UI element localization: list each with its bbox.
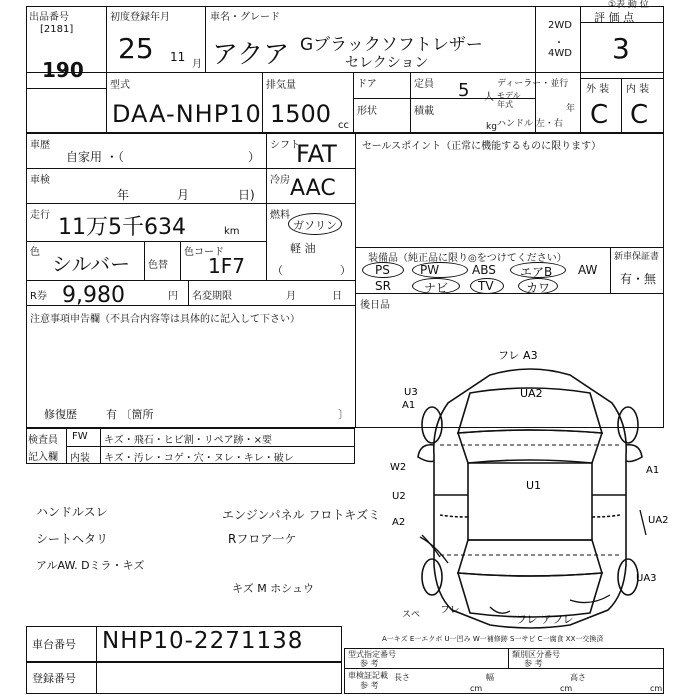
- mileage-unit: km: [224, 226, 240, 237]
- drive-4wd: 4WD: [548, 48, 572, 59]
- cc-unit: cc: [338, 120, 349, 131]
- lot-label: 出品番号: [29, 12, 69, 23]
- warranty-label: 新車保証書: [614, 252, 660, 262]
- model: DAA-NHP10: [112, 100, 262, 128]
- length-sub: 参 考: [360, 681, 379, 690]
- svg-text:U2: U2: [392, 491, 406, 502]
- length-label: 車検証記載: [348, 671, 388, 680]
- drive-2wd: 2WD: [548, 20, 572, 31]
- equip-pw: PW: [420, 263, 440, 277]
- color-code-label: 色コード: [184, 247, 224, 258]
- mileage-label: 走行: [30, 210, 50, 221]
- fuel-paren-open: （: [272, 264, 283, 277]
- handle-label: ハンドル 左・右: [497, 119, 563, 129]
- svg-text:UA2: UA2: [648, 515, 669, 526]
- equip-ps-circle: [362, 262, 404, 278]
- reg-year-label: 初度登録年月: [110, 12, 170, 23]
- int-grade: C: [630, 100, 649, 130]
- sales-point-label: セールスポイント（正常に機能するものに限ります）: [362, 141, 602, 152]
- equip-sr: SR: [375, 279, 391, 293]
- repair-close: 〕: [338, 408, 349, 421]
- equip-airbag-circle: [510, 262, 566, 278]
- designated-sub: 参 考: [360, 659, 379, 668]
- svg-text:U3: U3: [404, 387, 418, 398]
- damage-legend: A一キズ E一エクボ U一凹み W一補修跡 S一サビ C一腐食 XX一交換済: [382, 635, 604, 643]
- registration-label: 登録番号: [32, 672, 76, 685]
- inspection-month: 月: [177, 188, 190, 202]
- capacity: 5: [458, 80, 470, 101]
- inspector-fw-items: キズ・飛石・ヒビ割・リペア跡・×要: [104, 435, 272, 446]
- door-label: ドア: [357, 79, 377, 90]
- equip-ps: PS: [375, 263, 390, 277]
- inspector-label1: 検査員: [28, 435, 58, 446]
- lot-number: 190: [42, 58, 84, 82]
- warranty-value: 有・無: [620, 272, 657, 286]
- model-label: 型式: [110, 80, 130, 91]
- reg-month-unit: 月: [192, 59, 202, 70]
- equip-airbag: エアB: [520, 265, 553, 279]
- ac-value: AAC: [290, 176, 336, 201]
- capacity-label: 定員: [414, 79, 434, 90]
- equip-tv: TV: [478, 279, 494, 293]
- length-height: 高さ: [570, 673, 586, 682]
- category-label: 類別区分番号: [512, 650, 560, 659]
- inspector-label2: 記入欄: [28, 452, 58, 463]
- recycle-unit: 円: [168, 291, 178, 302]
- hw-note-4: エンジンパネル フロトキズミ: [222, 508, 381, 522]
- grade-line2: セレクション: [345, 55, 429, 71]
- name-limit-label: 名変期限: [192, 291, 232, 302]
- load-label: 積載: [414, 106, 434, 117]
- score: 3: [612, 32, 630, 65]
- repair-label: 修復歴: [44, 408, 77, 421]
- svg-text:フレ: フレ: [440, 605, 460, 616]
- svg-text:U1: U1: [526, 479, 542, 492]
- dealer-label: ディーラー・並行: [497, 79, 569, 89]
- fuel-diesel: 軽 油: [290, 242, 316, 255]
- color-code: 1F7: [208, 254, 245, 278]
- divider: [26, 72, 664, 73]
- grade-line1: Gブラックソフトレザー: [300, 35, 483, 55]
- hw-note-6: キズ M ホシュウ: [232, 582, 315, 595]
- svg-text:UA2: UA2: [520, 387, 543, 400]
- svg-text:A2: A2: [392, 517, 406, 528]
- car-name: アクア: [212, 40, 290, 70]
- chassis-label: 車台番号: [32, 638, 76, 651]
- length-len: 長さ: [394, 673, 410, 682]
- svg-text:W2: W2: [390, 462, 407, 473]
- category-sub: 参 考: [524, 659, 543, 668]
- equip-leather-circle: [518, 278, 558, 294]
- fuel-paren-close: ）: [340, 264, 351, 277]
- length-cm-2: cm: [560, 684, 573, 693]
- int-label: 内 装: [626, 84, 650, 95]
- chassis-number: NHP10-2271138: [102, 628, 304, 654]
- inspector-int-items: キズ・汚レ・コゲ・穴・ヌレ・キレ・破レ: [104, 453, 294, 464]
- length-cm-3: cm: [650, 684, 663, 693]
- hw-note-1: ハンドルスレ: [36, 505, 108, 519]
- fuel-label: 燃料: [270, 210, 290, 221]
- equip-pw-circle: [412, 262, 468, 278]
- inspection-year: 年: [117, 188, 130, 202]
- repair-value: 有 〔箇所: [106, 408, 154, 421]
- hw-note-5: Rフロア一ケ: [228, 532, 297, 546]
- length-cm-1: cm: [470, 684, 483, 693]
- equip-navi-circle: [412, 278, 460, 294]
- model-year-label: モデル年式: [497, 91, 521, 109]
- hw-note-2: シートヘタリ: [36, 532, 109, 546]
- cc-label: 排気量: [266, 80, 296, 91]
- fuel-gasoline: ガソリン: [293, 219, 337, 232]
- svg-text:フレ アフレ: フレ アフレ: [516, 613, 574, 626]
- svg-text:フレ A3: フレ A3: [498, 349, 538, 362]
- color-label: 色: [30, 247, 40, 258]
- reg-year: 25: [118, 32, 154, 65]
- history-label: 車歴: [30, 140, 50, 151]
- history-value: 自家用 ・（: [66, 150, 124, 164]
- color-value: シルバー: [52, 252, 131, 276]
- cc: 1500: [270, 100, 332, 128]
- equipment-label: 装備品（純正品に限り◎をつけてください）: [368, 253, 567, 264]
- notes-label: 注意事項申告欄（不具合内容等は具体的に記入して下さい）: [30, 314, 300, 325]
- drive-dot: ・: [554, 38, 564, 49]
- name-limit-day: 日: [332, 291, 342, 302]
- ext-grade: C: [590, 100, 609, 130]
- attachment-label: 後日品: [360, 300, 390, 311]
- equip-tv-circle: [470, 278, 504, 294]
- equip-leather: カワ: [526, 281, 551, 295]
- lot-sub: [2181]: [40, 24, 74, 35]
- capacity-unit: 人: [484, 92, 494, 103]
- recycle-label: R券: [30, 291, 47, 302]
- name-limit-month: 月: [286, 291, 296, 302]
- model-year-unit: 年: [566, 104, 576, 114]
- equip-abs: ABS: [472, 263, 496, 277]
- shape-label: 形状: [357, 106, 377, 117]
- inspector-fw: FW: [72, 431, 88, 442]
- ac-label: 冷房: [270, 175, 290, 186]
- inspection-day: 日): [238, 188, 255, 202]
- length-width: 幅: [486, 673, 494, 682]
- svg-text:UA3: UA3: [636, 573, 657, 584]
- color-change-label: 色替: [148, 260, 168, 271]
- inspector-int: 内装: [70, 453, 90, 464]
- car-damage-diagram: [380, 345, 680, 635]
- svg-text:A1: A1: [646, 465, 660, 476]
- shift-value: FAT: [296, 140, 337, 168]
- name-label: 車名・グレード: [210, 12, 280, 23]
- mileage-value: 11万5千634: [58, 215, 186, 240]
- hw-note-3: アルAW. Dミラ・キズ: [36, 559, 145, 572]
- svg-text:スペ: スペ: [402, 610, 421, 620]
- inspection-label: 車検: [30, 175, 50, 186]
- ext-label: 外 装: [586, 84, 610, 95]
- designated-label: 型式指定番号: [348, 650, 396, 659]
- recycle-value: 9,980: [62, 283, 125, 308]
- score-label: 評 価 点: [594, 11, 634, 24]
- svg-text:A1: A1: [402, 400, 416, 411]
- reg-month: 11: [170, 50, 186, 64]
- header-partial-text: ①表 動 位: [608, 0, 649, 10]
- equip-aw: AW: [578, 263, 598, 277]
- load-unit: kg: [486, 122, 497, 132]
- shift-label: シフト: [270, 140, 300, 151]
- equip-navi: ナビ: [424, 281, 449, 295]
- history-close: ）: [248, 150, 261, 164]
